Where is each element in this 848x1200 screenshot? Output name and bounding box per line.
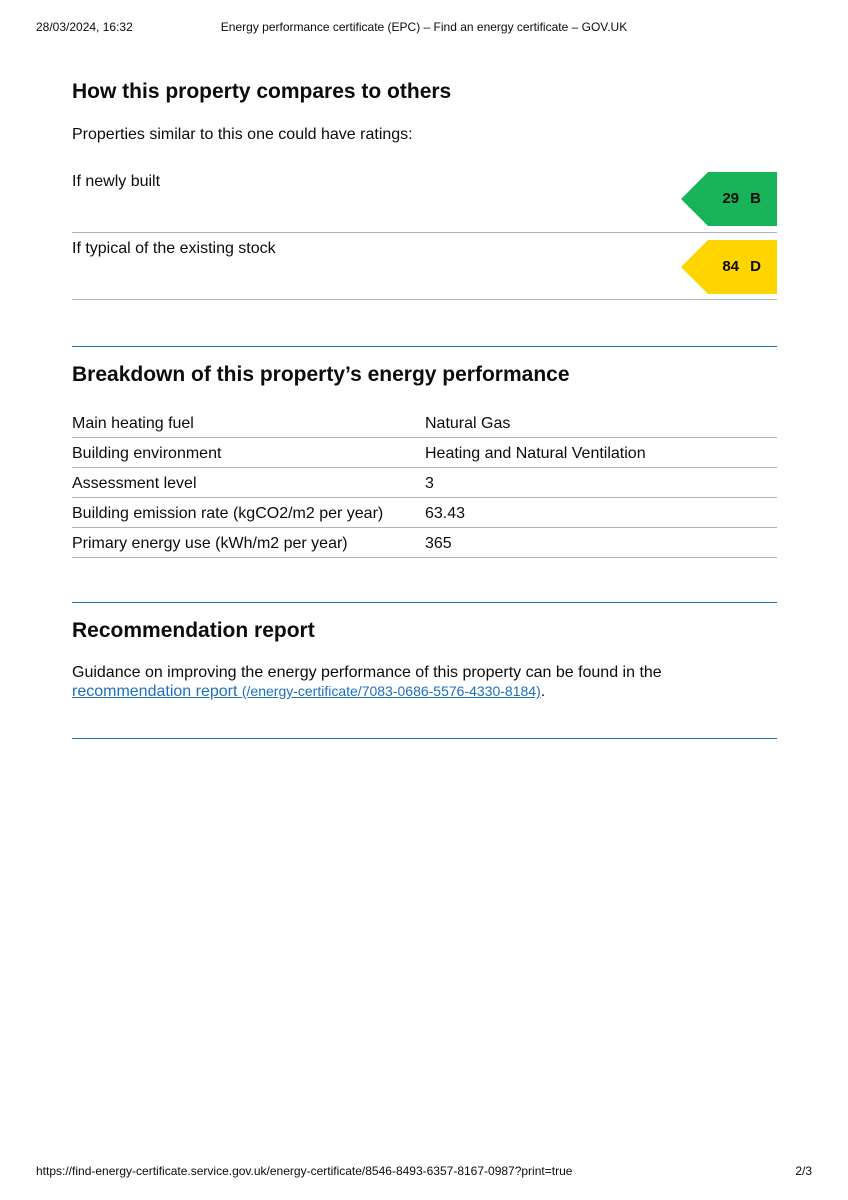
comparison-row-newly-built — [72, 172, 777, 233]
print-header — [36, 20, 812, 36]
breakdown-value: 63.43 — [425, 505, 466, 522]
print-page-title: Energy performance certificate (EPC) – Find an energy certificate – GOV.UK — [220, 20, 628, 34]
breakdown-key: Building emission rate (kgCO2/m2 per year) — [72, 505, 384, 522]
breakdown-value: Natural Gas — [425, 415, 511, 432]
recommendation-text — [72, 663, 777, 701]
print-footer — [36, 1164, 812, 1180]
breakdown-row — [72, 438, 777, 468]
breakdown-list — [72, 408, 777, 558]
recommendation-report-link[interactable] — [72, 683, 541, 700]
breakdown-heading: Breakdown of this property’s energy performance — [72, 363, 570, 386]
recommendation-link-href: (/energy-certificate/7083-0686-5576-4330-8184) — [241, 683, 541, 699]
breakdown-row — [72, 528, 777, 558]
breakdown-value: Heating and Natural Ventilation — [425, 445, 646, 462]
section-divider — [72, 346, 777, 347]
comparison-heading: How this property compares to others — [72, 80, 452, 103]
rating-score: 29 — [722, 190, 739, 207]
comparison-row-label: If typical of the existing stock — [72, 240, 276, 257]
breakdown-key: Primary energy use (kWh/m2 per year) — [72, 535, 348, 552]
print-page-number: 2/3 — [795, 1164, 812, 1178]
breakdown-value: 365 — [425, 535, 452, 552]
section-divider — [72, 602, 777, 603]
rating-band: D — [750, 258, 761, 275]
breakdown-row — [72, 408, 777, 438]
recommendation-heading: Recommendation report — [72, 619, 315, 642]
rating-score: 84 — [722, 258, 739, 275]
rating-arrow-b — [681, 172, 777, 226]
comparison-intro: Properties similar to this one could have ratings: — [72, 126, 413, 143]
section-divider — [72, 738, 777, 739]
breakdown-row — [72, 498, 777, 528]
comparison-row-label: If newly built — [72, 173, 161, 190]
recommendation-link-text: recommendation report — [72, 683, 238, 700]
recommendation-text-after: . — [540, 683, 546, 700]
breakdown-value: 3 — [425, 475, 434, 492]
breakdown-key: Assessment level — [72, 475, 197, 492]
recommendation-text-before: Guidance on improving the energy performance of this property can be found in the — [72, 664, 662, 681]
breakdown-key: Building environment — [72, 445, 222, 462]
print-url: https://find-energy-certificate.service.gov.uk/energy-certificate/8546-8493-6357-8167-0987?print=true — [36, 1164, 573, 1178]
print-datetime: 28/03/2024, 16:32 — [36, 20, 133, 34]
breakdown-row — [72, 468, 777, 498]
rating-band: B — [750, 190, 761, 207]
breakdown-key: Main heating fuel — [72, 415, 194, 432]
rating-arrow-d — [681, 240, 777, 294]
comparison-row-existing-stock — [72, 239, 777, 300]
